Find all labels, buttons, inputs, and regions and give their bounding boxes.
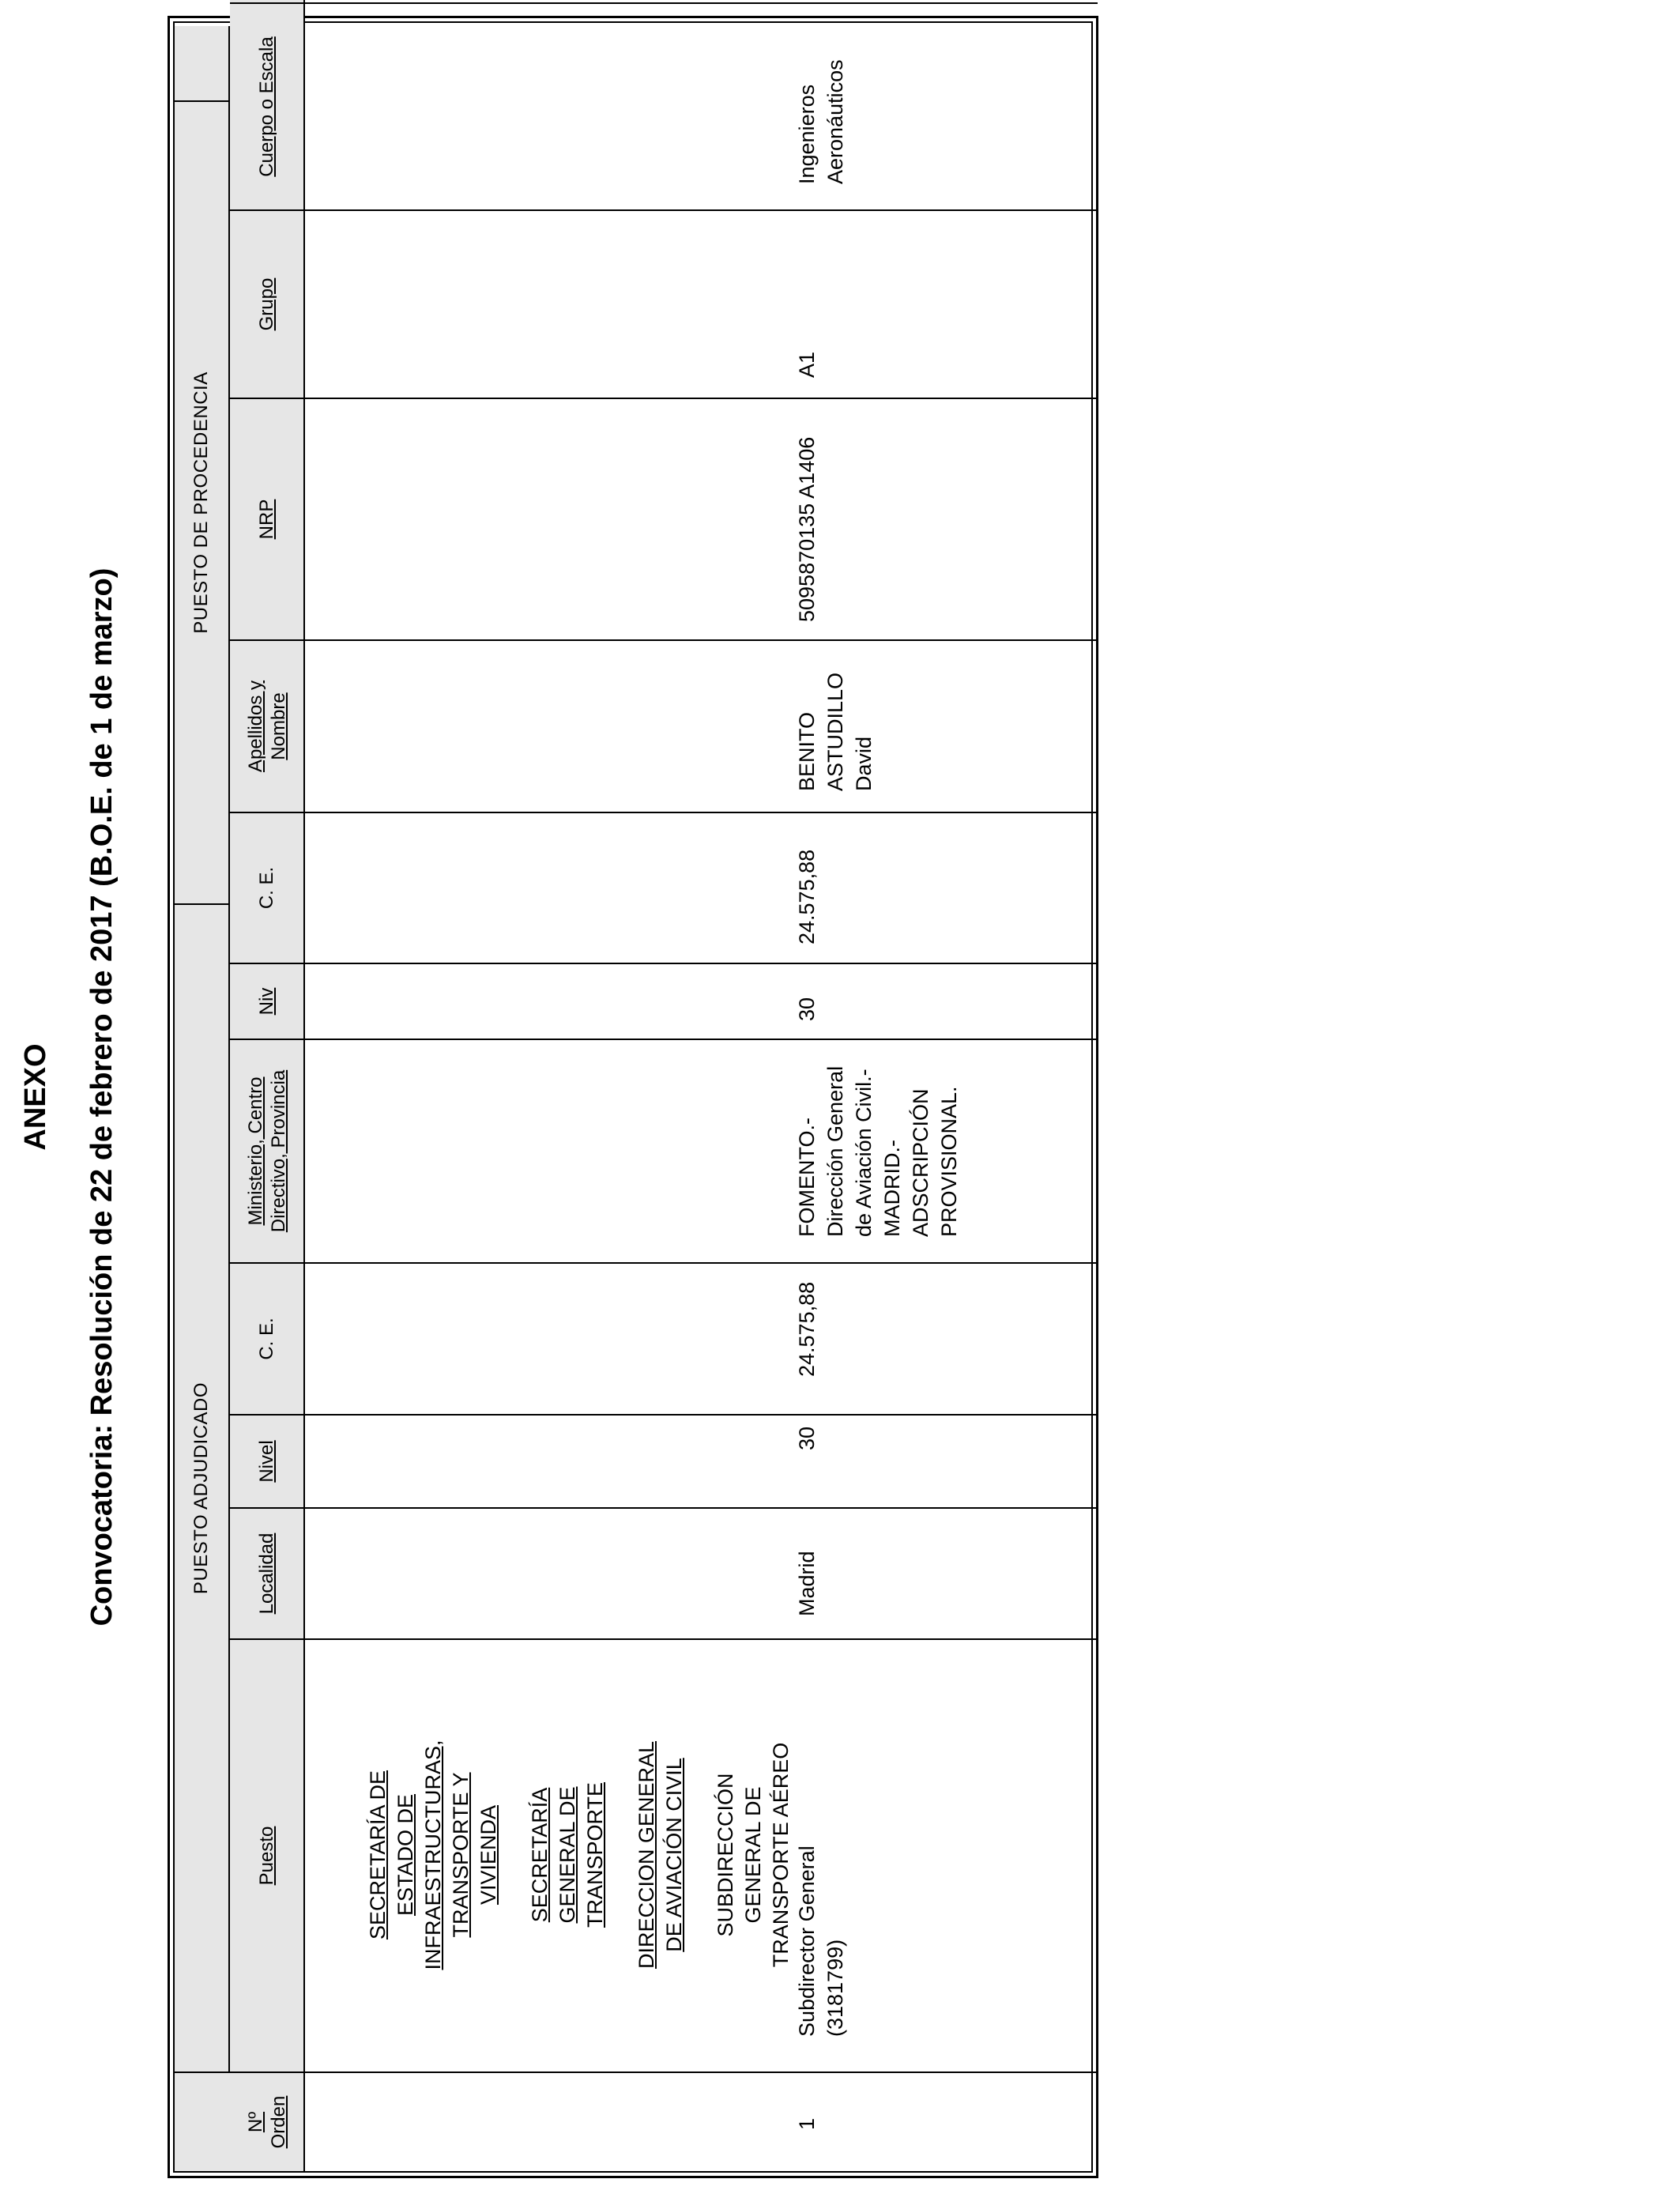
group-personal-data-box [175,26,230,903]
org-unit-4-line-2: GENERAL DE [741,1786,765,1924]
body-localidad [305,1507,1098,1638]
row-grupo: A1 [795,351,819,378]
group-origin-post: PUESTO DE PROCEDENCIA [175,100,230,903]
org-unit-1-line-2: ESTADO DE [394,1793,417,1917]
row-procedencia [793,1066,963,1237]
annex-table-inner [173,21,1093,2173]
col-niv: Niv [230,963,305,1039]
row-procedencia-line-5: ADSCRIPCIÓN [909,1088,932,1237]
col-nrp: NRP [230,398,305,639]
body-ministerio [305,1039,1098,1262]
col-localidad: Localidad [230,1507,305,1638]
row-puesto [793,1845,849,2037]
org-unit-4-line-3: TRANSPORTE AÉREO [769,1742,793,1968]
body-ce2 [305,812,1098,963]
call-title: Convocatoria: Resolución de 22 de febrero de 2017 (B.O.E. de 1 de marzo) [85,567,119,1627]
col-ministerio-line1: Ministerio, Centro [244,1076,266,1226]
body-situacion [305,0,1098,2]
col-situacion [230,0,305,2]
row-nombre [793,673,878,791]
row-procedencia-line-2: Dirección General [823,1065,847,1237]
col-ministerio [230,1039,305,1262]
group-assigned-post: PUESTO ADJUDICADO [175,903,230,2071]
org-unit-1-line-3: INFRAESTRUCTURAS, [421,1740,445,1970]
body-niv [305,963,1098,1039]
body-apellidos [305,639,1098,812]
annex-title: ANEXO [19,1043,52,1151]
col-puesto: Puesto [230,1638,305,2071]
body-nivel [305,1414,1098,1507]
col-ce2: C. E. [230,812,305,963]
col-order [230,2071,305,2171]
col-apellidos [230,639,305,812]
col-cuerpo: Cuerpo o Escala [230,2,305,209]
org-unit-3 [633,1638,688,2071]
body-nrp [305,398,1098,639]
row-nombre-line-1: BENITO [795,711,819,791]
order-header-top [175,2071,230,2171]
row-cuerpo [793,59,849,184]
col-grupo: Grupo [230,209,305,398]
org-unit-2-line-3: TRANSPORTE [583,1781,607,1928]
org-unit-1 [364,1638,503,2071]
row-localidad: Madrid [795,1551,819,1616]
row-procedencia-line-6: PROVISIONAL. [937,1086,961,1237]
org-units [364,1638,819,2071]
row-puesto-line2: (3181799) [823,1939,847,2037]
org-unit-1-line-5: VIVIENDA [477,1804,500,1906]
col-nivel: Nivel [230,1414,305,1507]
org-unit-4-line-1: SUBDIRECCIÓN [714,1773,737,1937]
row-procedencia-line-1: FOMENTO.- [795,1118,819,1237]
org-unit-2-line-2: GENERAL DE [556,1786,579,1924]
col-order-line1: Nº [244,2111,266,2133]
row-cuerpo-line-2: Aeronáuticos [823,59,847,184]
org-unit-2 [526,1638,609,2071]
row-nombre-line-3: David [852,736,876,791]
org-unit-1-line-4: TRANSPORTE Y [449,1772,473,1938]
col-apellidos-line2: Nombre [267,692,289,760]
row-ce2: 24.575,88 [795,849,819,944]
org-unit-1-line-1: SECRETARÍA DE [366,1770,390,1940]
row-cuerpo-line-1: Ingenieros [795,84,819,184]
col-ce: C. E. [230,1262,305,1414]
org-unit-2-line-1: SECRETARÍA [528,1787,552,1923]
body-cuerpo [305,2,1098,209]
row-nivel: 30 [795,1426,819,1450]
body-order [305,2071,1098,2171]
col-apellidos-line1: Apellidos y [244,680,266,773]
body-grupo [305,209,1098,398]
row-ce: 24.575,88 [795,1281,819,1377]
org-unit-4 [712,1638,795,2071]
org-unit-3-line-1: DIRECCION GENERAL [635,1740,658,1970]
row-procedencia-line-3: de Aviación Civil.- [852,1069,876,1237]
row-order: 1 [795,2117,819,2130]
row-procedencia-line-4: MADRID.- [880,1140,904,1237]
org-unit-3-line-2: DE AVIACIÓN CIVIL [662,1758,686,1952]
annex-table [168,16,1098,2178]
row-puesto-line1: Subdirector General [795,1845,819,2037]
body-ce [305,1262,1098,1414]
row-nrp: 5095870135 A1406 [795,436,819,622]
row-niv: 30 [795,997,819,1021]
col-order-line2: Orden [267,2095,289,2149]
col-ministerio-line2: Directivo, Provincia [267,1069,289,1233]
row-nombre-line-2: ASTUDILLO [823,672,847,791]
